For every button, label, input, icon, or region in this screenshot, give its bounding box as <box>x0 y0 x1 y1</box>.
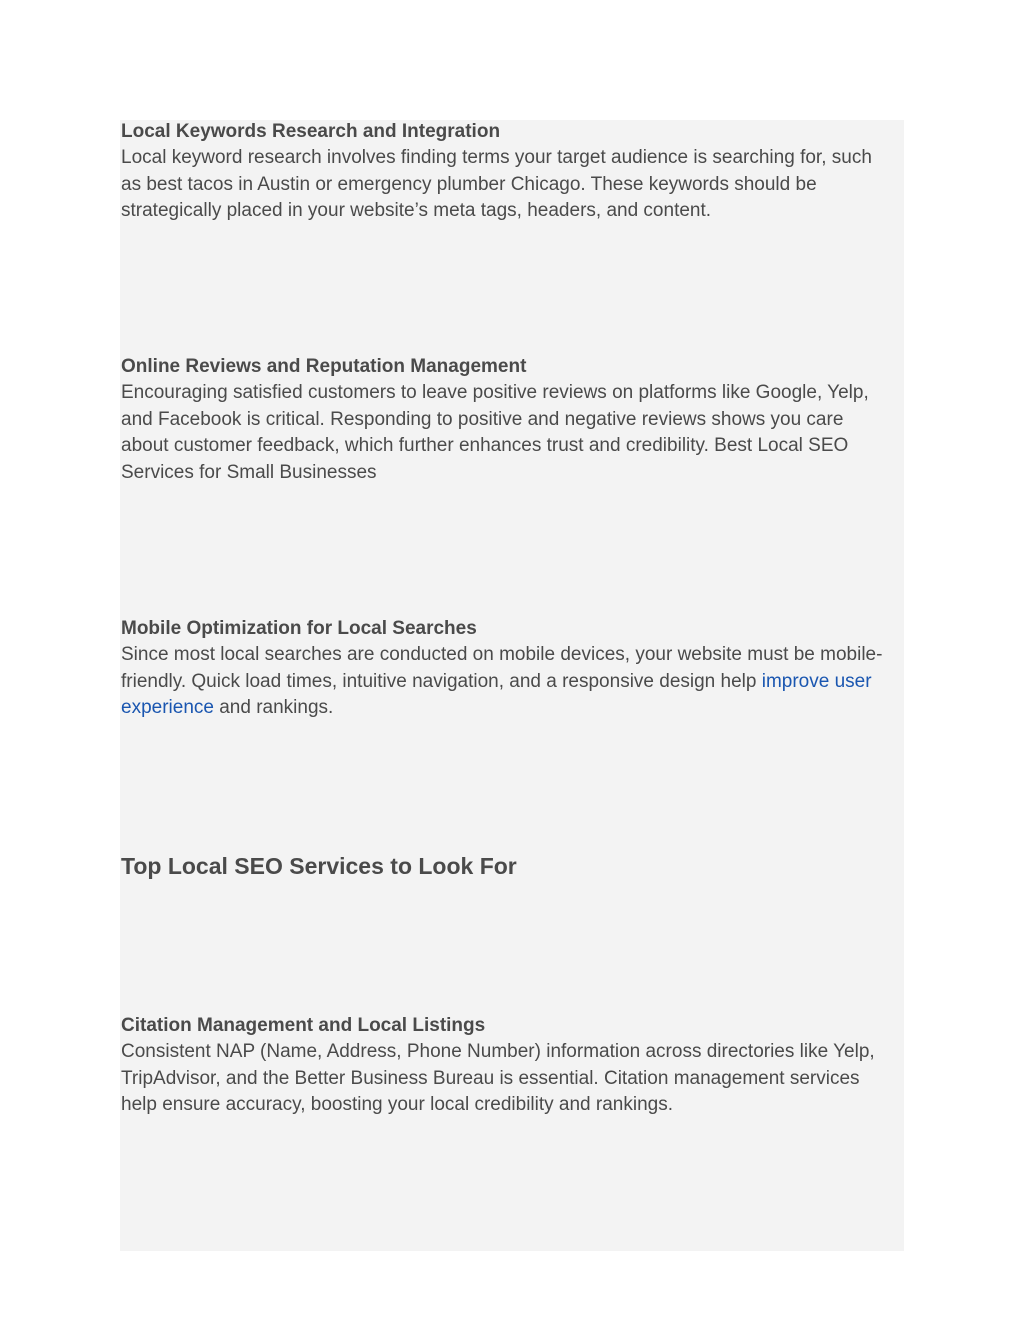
body-text: and rankings. <box>213 697 334 718</box>
section-local-keywords <box>121 119 896 225</box>
section-heading: Mobile Optimization for Local Searches <box>121 618 477 639</box>
section-heading: Online Reviews and Reputation Management <box>121 356 527 377</box>
main-heading-block <box>121 851 896 881</box>
section-body: Encouraging satisfied customers to leave positive reviews on platforms like Google, Yelp, and Facebook is critical. Responding to positive and negative reviews shows you care about customer feedback, which further enhances trust and credibility. Best Local SEO Services for Small Businesses <box>121 382 869 483</box>
improve-user-experience-link[interactable]: improve user experience <box>121 670 872 718</box>
section-citation-management <box>121 1013 896 1119</box>
section-heading: Citation Management and Local Listings <box>121 1015 486 1036</box>
section-body: Local keyword research involves finding terms your target audience is searching for, such as best tacos in Austin or emergency plumber Chicago. These keywords should be strategically placed in your website’s meta tags, headers, and content. <box>121 147 872 221</box>
section-mobile-optimization <box>121 616 896 722</box>
section-body: Consistent NAP (Name, Address, Phone Number) information across directories like Yelp, TripAdvisor, and the Better Business Bureau is essential. Citation management services help ensure accuracy, boosting your local credibility and rankings. <box>121 1041 875 1115</box>
main-heading: Top Local SEO Services to Look For <box>121 853 517 879</box>
section-online-reviews <box>121 354 896 486</box>
section-heading: Local Keywords Research and Integration <box>121 121 501 142</box>
section-body <box>121 642 896 722</box>
body-text: Since most local searches are conducted on mobile devices, your website must be mobile-friendly. Quick load times, intuitive navigation, and a responsive design help <box>121 644 883 692</box>
